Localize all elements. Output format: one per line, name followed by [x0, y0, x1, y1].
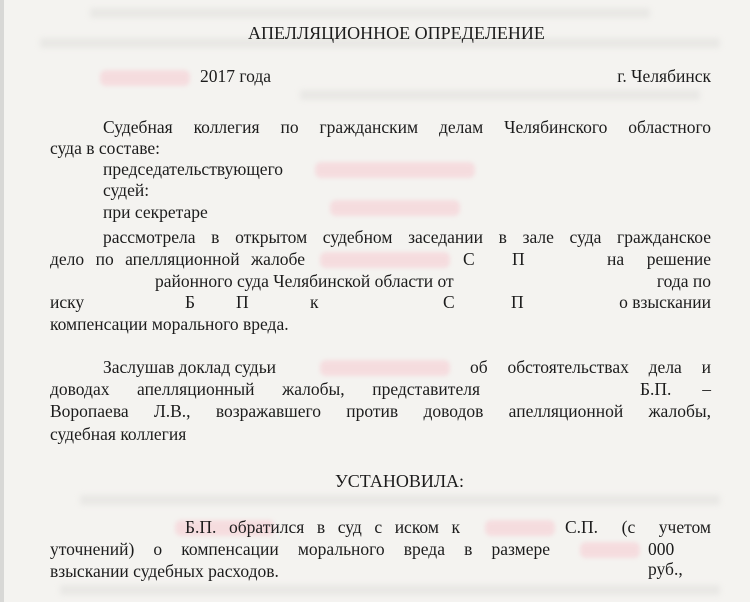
hearing-line: Б.П. – — [640, 379, 711, 399]
bleed-through — [60, 585, 720, 595]
established-line: взыскании судебных расходов. — [50, 561, 279, 581]
hearing-line: об обстоятельствах дела и — [470, 357, 711, 377]
document-date: 2017 года — [200, 66, 272, 86]
hearing-line: Заслушав доклад судьи — [103, 357, 277, 377]
intro-line: рассмотрела в открытом судебном заседании в зале суда гражданское — [103, 227, 711, 247]
initial: к — [310, 292, 319, 312]
redaction — [330, 200, 460, 216]
document-city: г. Челябинск — [617, 66, 711, 86]
intro-line: Судебная коллегия по гражданским делам Челябинского областного — [103, 117, 711, 137]
initial: С — [463, 249, 475, 269]
bleed-through — [300, 90, 700, 100]
document-title: АПЕЛЛЯЦИОННОЕ ОПРЕДЕЛЕНИЕ — [248, 23, 545, 43]
intro-line: районного суда Челябинской области от — [155, 271, 454, 291]
presiding-label: председательствующего — [103, 159, 284, 179]
redaction — [485, 520, 555, 536]
scan-edge — [0, 0, 4, 602]
intro-line: иску — [50, 292, 85, 312]
initial: П — [511, 292, 524, 312]
bleed-through — [80, 495, 720, 505]
initial: П — [236, 292, 249, 312]
bleed-through — [90, 8, 650, 18]
established-line: уточнений) о компенсации морального вреда в размере — [50, 539, 550, 559]
redaction — [315, 162, 475, 178]
intro-line: суда в составе: — [50, 138, 161, 158]
intro-line: о взыскании — [619, 292, 711, 312]
judges-label: судей: — [103, 180, 150, 200]
initial: С — [443, 292, 455, 312]
redaction — [580, 542, 640, 558]
redaction — [320, 252, 450, 268]
section-heading: УСТАНОВИЛА: — [335, 471, 465, 491]
intro-line: дело по апелляционной жалобе — [50, 249, 305, 269]
hearing-line: доводах апелляционный жалобы, представителя — [50, 379, 480, 399]
established-line: Б.П. обратился в суд с иском к — [185, 517, 460, 537]
intro-line: на решение — [607, 249, 711, 269]
secretary-label: при секретаре — [103, 202, 208, 222]
intro-line: года по — [656, 271, 711, 291]
hearing-line: Воропаева Л.В., возражавшего против доводов апелляционной жалобы, — [50, 401, 711, 421]
established-line: С.П. (с учетом — [565, 517, 711, 537]
intro-line: компенсации морального вреда. — [50, 314, 289, 334]
redaction — [320, 360, 450, 376]
redaction — [100, 70, 190, 86]
hearing-line: судебная коллегия — [50, 424, 187, 444]
initial: П — [512, 249, 525, 269]
initial: Б — [185, 292, 196, 312]
established-line: 000 руб., — [648, 539, 683, 579]
